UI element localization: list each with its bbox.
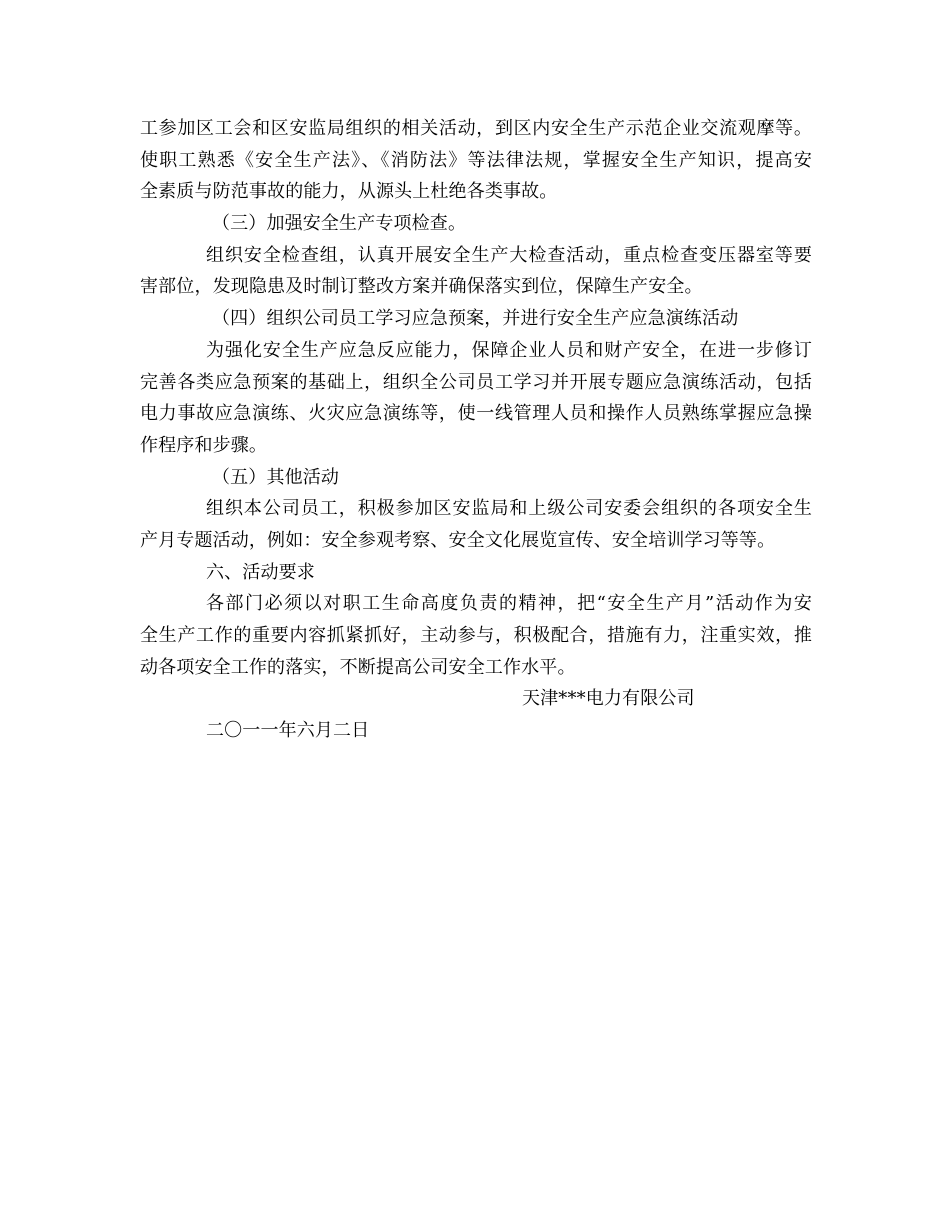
document-page — [140, 113, 812, 747]
body-line: 动各项安全工作的落实，不断提高公司安全工作水平。 — [140, 656, 576, 678]
body-line: 电力事故应急演练、火灾应急演练等，使一线管理人员和操作人员熟练掌握应急操 — [140, 403, 812, 425]
section-heading: （五）其他活动 — [212, 466, 340, 488]
body-line: 使职工熟悉《安全生产法》、《消防法》等法律法规，掌握安全生产知识，提高安 — [140, 149, 812, 171]
body-line: 各部门必须以对职工生命高度负责的精神，把“安全生产月”活动作为安 — [206, 593, 812, 615]
signature-date: 二〇一一年六月二日 — [206, 720, 370, 742]
body-line: 害部位，发现隐患及时制订整改方案并确保落实到位，保障生产安全。 — [140, 276, 703, 298]
body-line: 产月专题活动，例如：安全参观考察、安全文化展览宣传、安全培训学习等等。 — [140, 529, 776, 551]
section-heading: （四）组织公司员工学习应急预案，并进行安全生产应急演练活动 — [212, 308, 739, 330]
body-line: 为强化安全生产应急反应能力，保障企业人员和财产安全，在进一步修订 — [206, 339, 812, 361]
signature-company: 天津***电力有限公司 — [522, 688, 695, 710]
body-line: 作程序和步骤。 — [140, 434, 268, 456]
body-line: 全素质与防范事故的能力，从源头上杜绝各类事故。 — [140, 181, 558, 203]
body-line: 全生产工作的重要内容抓紧抓好，主动参与，积极配合，措施有力，注重实效，推 — [140, 625, 812, 646]
body-line: 工参加区工会和区安监局组织的相关活动，到区内安全生产示范企业交流观摩等。 — [140, 118, 812, 139]
body-line: 组织安全检查组，认真开展安全生产大检查活动，重点检查变压器室等要 — [206, 244, 812, 266]
body-line: 完善各类应急预案的基础上，组织全公司员工学习并开展专题应急演练活动，包括 — [140, 371, 812, 393]
body-line: 组织本公司员工，积极参加区安监局和上级公司安委会组织的各项安全生 — [206, 498, 812, 520]
section-heading: 六、活动要求 — [206, 561, 315, 583]
section-heading: （三）加强安全生产专项检查。 — [212, 213, 467, 235]
